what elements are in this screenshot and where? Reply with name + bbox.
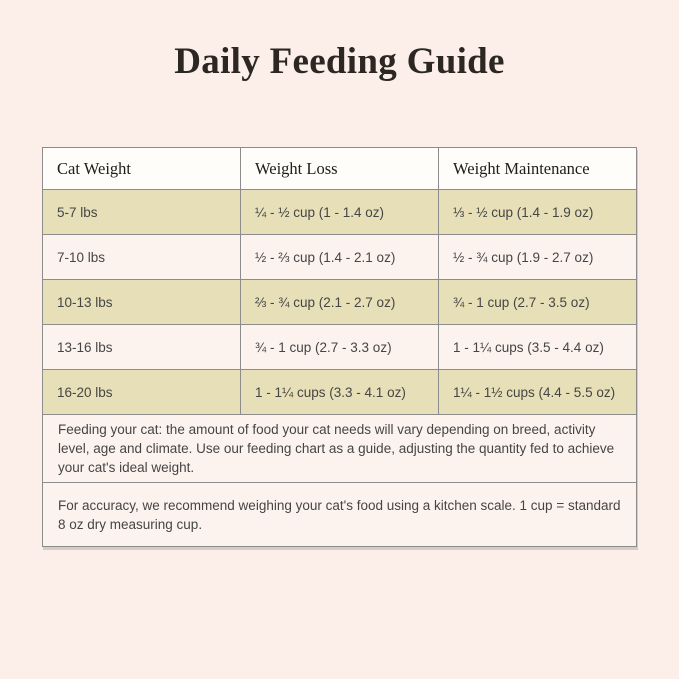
cat-weight-cell: 10-13 lbs <box>43 280 241 325</box>
weight-loss-cell: ¼ - ½ cup (1 - 1.4 oz) <box>241 190 439 235</box>
cat-weight-cell: 5-7 lbs <box>43 190 241 235</box>
table-row <box>43 280 637 325</box>
weight-maintenance-cell: 1 - 1¼ cups (3.5 - 4.4 oz) <box>439 325 637 370</box>
table-row <box>43 235 637 280</box>
note-row <box>43 415 637 483</box>
column-header-weight-maintenance: Weight Maintenance <box>439 148 637 190</box>
weight-maintenance-cell: 1¼ - 1½ cups (4.4 - 5.5 oz) <box>439 370 637 415</box>
header-row <box>43 148 637 190</box>
page-title: Daily Feeding Guide <box>174 41 505 82</box>
accuracy-note: For accuracy, we recommend weighing your cat's food using a kitchen scale. 1 cup = standard 8 oz dry measuring cup. <box>43 483 637 547</box>
weight-loss-cell: ⅔ - ¾ cup (2.1 - 2.7 oz) <box>241 280 439 325</box>
weight-maintenance-cell: ½ - ¾ cup (1.9 - 2.7 oz) <box>439 235 637 280</box>
column-header-weight-loss: Weight Loss <box>241 148 439 190</box>
feeding-guide-table <box>42 147 637 547</box>
weight-loss-cell: ½ - ⅔ cup (1.4 - 2.1 oz) <box>241 235 439 280</box>
table-row <box>43 325 637 370</box>
cat-weight-cell: 13-16 lbs <box>43 325 241 370</box>
weight-maintenance-cell: ⅓ - ½ cup (1.4 - 1.9 oz) <box>439 190 637 235</box>
weight-maintenance-cell: ¾ - 1 cup (2.7 - 3.5 oz) <box>439 280 637 325</box>
table-row <box>43 190 637 235</box>
feeding-guidance-note: Feeding your cat: the amount of food your cat needs will vary depending on breed, activity level, age and climate. Use our feeding chart as a guide, adjusting the quantity fed to achieve your cat's ideal weight. <box>43 415 637 483</box>
column-header-cat-weight: Cat Weight <box>43 148 241 190</box>
table-row <box>43 370 637 415</box>
weight-loss-cell: 1 - 1¼ cups (3.3 - 4.1 oz) <box>241 370 439 415</box>
cat-weight-cell: 7-10 lbs <box>43 235 241 280</box>
note-row <box>43 483 637 547</box>
weight-loss-cell: ¾ - 1 cup (2.7 - 3.3 oz) <box>241 325 439 370</box>
cat-weight-cell: 16-20 lbs <box>43 370 241 415</box>
